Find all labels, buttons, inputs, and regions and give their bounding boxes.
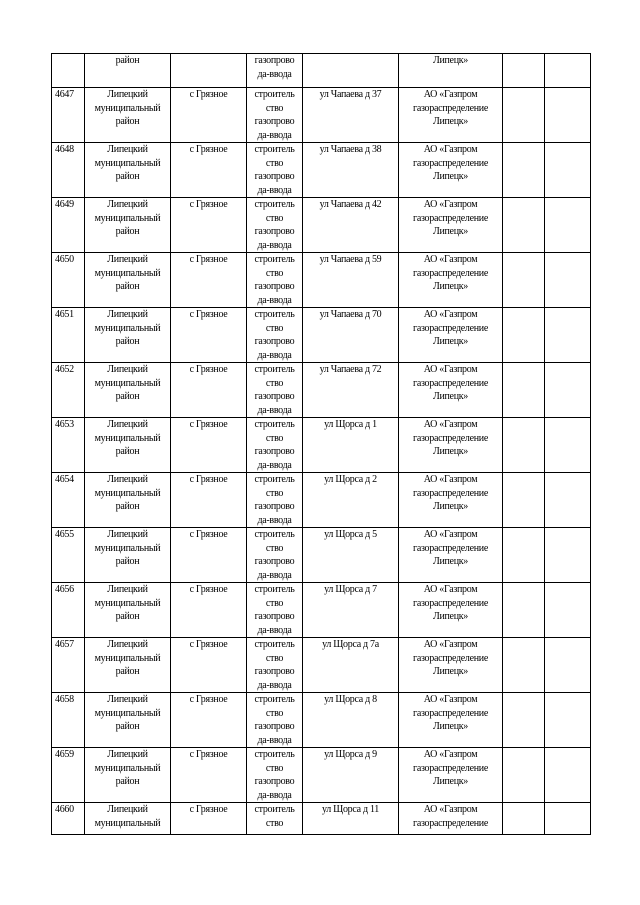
cell-owner: АО «Газпром газораспределение	[399, 803, 503, 835]
table-row	[52, 363, 591, 418]
cell-locality: с Грязное	[171, 473, 247, 528]
cell-work: строитель ство газопрово да-ввода	[247, 528, 303, 583]
cell-address: ул Щорса д 7	[303, 583, 399, 638]
cell-empty	[545, 143, 591, 198]
cell-owner: АО «Газпром газораспределение Липецк»	[399, 693, 503, 748]
table-row	[52, 748, 591, 803]
table-row	[52, 143, 591, 198]
cell-locality: с Грязное	[171, 363, 247, 418]
cell-work: строитель ство газопрово да-ввода	[247, 198, 303, 253]
cell-number: 4648	[52, 143, 85, 198]
cell-empty	[545, 473, 591, 528]
cell-district: Липецкий муниципальный район	[85, 253, 171, 308]
cell-locality: с Грязное	[171, 198, 247, 253]
cell-locality: с Грязное	[171, 583, 247, 638]
cell-locality: с Грязное	[171, 748, 247, 803]
cell-locality: с Грязное	[171, 638, 247, 693]
cell-empty	[503, 308, 545, 363]
cell-empty	[545, 748, 591, 803]
table-row	[52, 88, 591, 143]
cell-owner: АО «Газпром газораспределение Липецк»	[399, 748, 503, 803]
cell-address: ул Чапаева д 72	[303, 363, 399, 418]
table-row	[52, 803, 591, 835]
table-row	[52, 54, 591, 88]
cell-work: строитель ство газопрово да-ввода	[247, 308, 303, 363]
cell-district: Липецкий муниципальный район	[85, 88, 171, 143]
cell-address: ул Чапаева д 37	[303, 88, 399, 143]
table-row	[52, 253, 591, 308]
cell-number: 4654	[52, 473, 85, 528]
cell-empty	[503, 638, 545, 693]
cell-address: ул Щорса д 1	[303, 418, 399, 473]
cell-work: строитель ство газопрово да-ввода	[247, 363, 303, 418]
cell-address	[303, 54, 399, 88]
cell-number: 4655	[52, 528, 85, 583]
cell-empty	[503, 473, 545, 528]
cell-owner: АО «Газпром газораспределение Липецк»	[399, 638, 503, 693]
cell-work: строитель ство газопрово да-ввода	[247, 418, 303, 473]
cell-number: 4649	[52, 198, 85, 253]
cell-empty	[503, 363, 545, 418]
cell-empty	[503, 198, 545, 253]
cell-empty	[545, 363, 591, 418]
cell-district: Липецкий муниципальный район	[85, 143, 171, 198]
cell-work: строитель ство газопрово да-ввода	[247, 143, 303, 198]
cell-address: ул Щорса д 2	[303, 473, 399, 528]
cell-work: строитель ство газопрово да-ввода	[247, 638, 303, 693]
cell-owner: Липецк»	[399, 54, 503, 88]
cell-address: ул Чапаева д 38	[303, 143, 399, 198]
cell-work: строитель ство газопрово да-ввода	[247, 253, 303, 308]
cell-empty	[503, 748, 545, 803]
table-row	[52, 638, 591, 693]
cell-number: 4657	[52, 638, 85, 693]
cell-owner: АО «Газпром газораспределение Липецк»	[399, 308, 503, 363]
table-row	[52, 198, 591, 253]
cell-empty	[503, 803, 545, 835]
cell-locality	[171, 54, 247, 88]
cell-empty	[545, 308, 591, 363]
cell-district: Липецкий муниципальный район	[85, 583, 171, 638]
cell-district: Липецкий муниципальный район	[85, 363, 171, 418]
cell-address: ул Щорса д 11	[303, 803, 399, 835]
cell-empty	[503, 693, 545, 748]
cell-empty	[503, 528, 545, 583]
table-row	[52, 583, 591, 638]
cell-empty	[545, 803, 591, 835]
table-row	[52, 308, 591, 363]
cell-locality: с Грязное	[171, 88, 247, 143]
cell-empty	[545, 583, 591, 638]
cell-district: район	[85, 54, 171, 88]
table-row	[52, 528, 591, 583]
cell-number: 4653	[52, 418, 85, 473]
cell-empty	[545, 693, 591, 748]
cell-address: ул Щорса д 9	[303, 748, 399, 803]
cell-number: 4658	[52, 693, 85, 748]
cell-locality: с Грязное	[171, 528, 247, 583]
cell-empty	[503, 88, 545, 143]
cell-empty	[545, 528, 591, 583]
cell-district: Липецкий муниципальный район	[85, 308, 171, 363]
cell-address: ул Чапаева д 42	[303, 198, 399, 253]
cell-owner: АО «Газпром газораспределение Липецк»	[399, 198, 503, 253]
cell-number	[52, 54, 85, 88]
cell-empty	[503, 418, 545, 473]
cell-work: строитель ство	[247, 803, 303, 835]
cell-address: ул Щорса д 7а	[303, 638, 399, 693]
cell-empty	[503, 253, 545, 308]
cell-number: 4650	[52, 253, 85, 308]
cell-address: ул Щорса д 8	[303, 693, 399, 748]
cell-number: 4651	[52, 308, 85, 363]
cell-number: 4656	[52, 583, 85, 638]
table-row	[52, 473, 591, 528]
cell-district: Липецкий муниципальный район	[85, 473, 171, 528]
cell-empty	[545, 418, 591, 473]
cell-locality: с Грязное	[171, 803, 247, 835]
cell-work: строитель ство газопрово да-ввода	[247, 748, 303, 803]
cell-work: строитель ство газопрово да-ввода	[247, 473, 303, 528]
cell-number: 4659	[52, 748, 85, 803]
cell-number: 4647	[52, 88, 85, 143]
table-row	[52, 693, 591, 748]
cell-number: 4660	[52, 803, 85, 835]
cell-empty	[503, 583, 545, 638]
cell-owner: АО «Газпром газораспределение Липецк»	[399, 363, 503, 418]
cell-owner: АО «Газпром газораспределение Липецк»	[399, 583, 503, 638]
cell-district: Липецкий муниципальный район	[85, 418, 171, 473]
cell-owner: АО «Газпром газораспределение Липецк»	[399, 143, 503, 198]
cell-owner: АО «Газпром газораспределение Липецк»	[399, 253, 503, 308]
cell-locality: с Грязное	[171, 418, 247, 473]
cell-work: строитель ство газопрово да-ввода	[247, 88, 303, 143]
cell-owner: АО «Газпром газораспределение Липецк»	[399, 88, 503, 143]
cell-locality: с Грязное	[171, 253, 247, 308]
cell-empty	[545, 253, 591, 308]
cell-empty	[503, 143, 545, 198]
cell-owner: АО «Газпром газораспределение Липецк»	[399, 528, 503, 583]
cell-locality: с Грязное	[171, 143, 247, 198]
cell-work: газопрово да-ввода	[247, 54, 303, 88]
cell-district: Липецкий муниципальный район	[85, 748, 171, 803]
registry-table-body	[52, 54, 591, 835]
cell-empty	[503, 54, 545, 88]
cell-address: ул Чапаева д 70	[303, 308, 399, 363]
cell-address: ул Щорса д 5	[303, 528, 399, 583]
cell-empty	[545, 88, 591, 143]
cell-empty	[545, 54, 591, 88]
registry-table	[51, 53, 591, 835]
cell-district: Липецкий муниципальный	[85, 803, 171, 835]
cell-owner: АО «Газпром газораспределение Липецк»	[399, 473, 503, 528]
cell-district: Липецкий муниципальный район	[85, 198, 171, 253]
cell-empty	[545, 638, 591, 693]
cell-work: строитель ство газопрово да-ввода	[247, 583, 303, 638]
cell-work: строитель ство газопрово да-ввода	[247, 693, 303, 748]
table-row	[52, 418, 591, 473]
cell-number: 4652	[52, 363, 85, 418]
cell-district: Липецкий муниципальный район	[85, 693, 171, 748]
cell-district: Липецкий муниципальный район	[85, 638, 171, 693]
cell-locality: с Грязное	[171, 308, 247, 363]
cell-district: Липецкий муниципальный район	[85, 528, 171, 583]
cell-locality: с Грязное	[171, 693, 247, 748]
cell-owner: АО «Газпром газораспределение Липецк»	[399, 418, 503, 473]
cell-empty	[545, 198, 591, 253]
cell-address: ул Чапаева д 59	[303, 253, 399, 308]
